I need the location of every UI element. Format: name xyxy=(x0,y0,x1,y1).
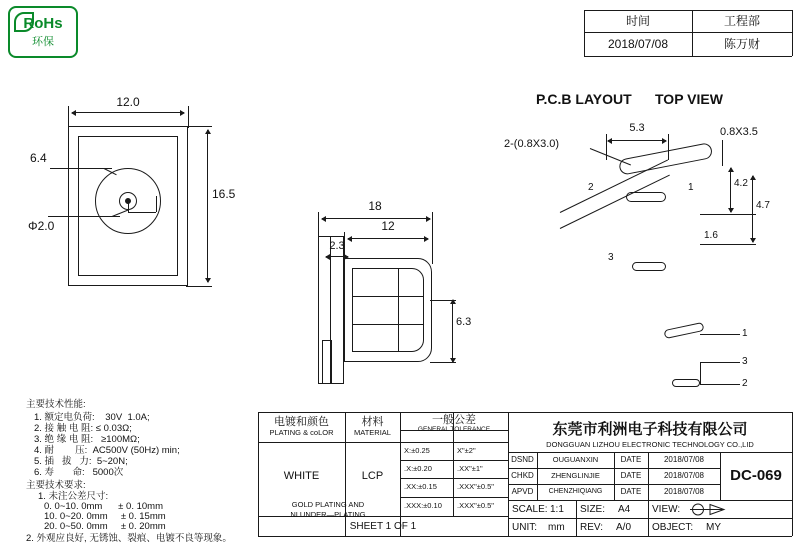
detail-pin-2: 2 xyxy=(742,378,748,389)
row-date-2: 2018/07/08 xyxy=(663,487,705,496)
spec-note-2: 2. 外观应良好, 无锈蚀、裂痕、电镀不良等现象。 xyxy=(26,533,232,544)
rohs-title: RoHs xyxy=(23,15,63,32)
dim-4-7: 4.7 xyxy=(756,200,770,211)
spec-line-0: 1. 额定电负荷: 30V 1.0A; xyxy=(34,412,150,423)
sheet-label: SHEET 1 OF 1 xyxy=(349,521,417,532)
object-label: OBJECT: xyxy=(652,522,694,533)
dim-5-3-line xyxy=(608,140,666,141)
spec-line-1: 2. 接 触 电 阻: ≤ 0.03Ω; xyxy=(34,423,132,434)
dim-18-line xyxy=(322,218,430,219)
rev-label: REV: xyxy=(580,522,603,533)
tol-cell-2-1: .XXX"±0.5" xyxy=(457,482,494,491)
row-role-0: DSND xyxy=(511,455,534,464)
tol-cell-3-1: .XXX"±0.5" xyxy=(457,501,494,510)
company-name-cn: 东莞市利洲电子科技有限公司 xyxy=(552,421,748,438)
unit-label: UNIT: xyxy=(512,522,537,533)
tol-cell-2-0: .XX:±0.15 xyxy=(404,482,437,491)
tol-cell-3-0: .XXX:±0.10 xyxy=(404,501,442,510)
tol-cell-0-0: X:±0.25 xyxy=(404,446,430,455)
pcb-pin-3: 3 xyxy=(608,252,614,263)
detail-pad-1 xyxy=(664,322,705,339)
tol-cell-1-1: .XX"±1" xyxy=(457,464,483,473)
header-dept-label: 工程部 xyxy=(723,14,760,28)
plating-note-2: NI UNDER—PLATING xyxy=(290,510,366,519)
dim-12-0-line xyxy=(72,112,184,113)
dim-4-2-line xyxy=(730,168,731,212)
scale-label: SCALE: xyxy=(512,504,548,515)
spec-line-4: 5. 插 拔 力: 5~20N; xyxy=(34,456,128,467)
dim-phi-2-0: Φ2.0 xyxy=(28,219,55,233)
header-date-label: 时间 xyxy=(625,14,650,28)
plating-header-cn: 电镀和颜色 xyxy=(274,416,329,428)
tol-line-1: 10. 0~20. 0mm ± 0. 15mm xyxy=(44,511,166,522)
dim-6-3-line xyxy=(452,300,453,362)
tol-line-0: 0. 0~10. 0mm ± 0. 10mm xyxy=(44,501,163,512)
row-datelabel-0: DATE xyxy=(620,455,642,464)
tolerance-header-cn: 一般公差 xyxy=(432,414,476,426)
detail-pin-3: 3 xyxy=(742,356,748,367)
row-name-1: ZHENGLINJIE xyxy=(551,471,600,480)
material-value: LCP xyxy=(361,470,384,482)
dim-16-5: 16.5 xyxy=(212,187,236,201)
dim-12: 12 xyxy=(381,219,395,233)
dim-12-line xyxy=(348,238,428,239)
side-leg xyxy=(322,340,332,384)
rohs-badge xyxy=(8,6,78,58)
dim-16-5-line xyxy=(207,130,208,282)
material-header-en: MATERIAL xyxy=(354,428,391,437)
scale-value: 1:1 xyxy=(550,504,564,515)
row-datelabel-1: DATE xyxy=(620,471,642,480)
pcb-pad-note: 2-(0.8X3.0) xyxy=(504,138,560,150)
pcb-pad-long xyxy=(618,142,713,176)
row-name-0: OUGUANXIN xyxy=(552,455,599,464)
tol-cell-0-1: X"±2" xyxy=(457,446,476,455)
dim-1-6: 1.6 xyxy=(704,230,718,241)
row-date-1: 2018/07/08 xyxy=(663,471,705,480)
dim-4-7-line xyxy=(752,176,753,242)
leaf-icon xyxy=(14,12,34,32)
dim-6-4: 6.4 xyxy=(30,151,47,165)
dim-5-3: 5.3 xyxy=(629,122,645,134)
spec-line-2: 3. 绝 缘 电 阻: ≥100MΩ; xyxy=(34,434,140,445)
unit-value: mm xyxy=(548,522,565,533)
row-name-2: CHENZHIQIANG xyxy=(548,488,603,495)
dim-2-3: 2.3 xyxy=(329,240,345,252)
detail-pad-2 xyxy=(672,379,700,387)
size-value: A4 xyxy=(618,504,631,515)
row-role-1: CHKD xyxy=(511,471,534,480)
dim-6-3: 6.3 xyxy=(456,316,472,328)
tolerance-header-en: GENERAL TOLERANCE xyxy=(417,426,491,433)
material-header-cn: 材料 xyxy=(361,416,384,428)
plating-header-en: PLATING & coLOR xyxy=(269,428,334,437)
part-number: DC-069 xyxy=(730,467,782,484)
dim-0-8x3-5: 0.8X3.5 xyxy=(720,126,758,138)
spec-line-3: 4. 耐 压: AC500V (50Hz) min; xyxy=(34,445,180,456)
pcb-pin-2: 2 xyxy=(588,182,594,193)
dim-12-0: 12.0 xyxy=(116,95,140,109)
pcb-pad-3 xyxy=(632,262,666,271)
dim-2-3-line xyxy=(326,256,348,257)
size-label: SIZE: xyxy=(580,504,606,515)
tol-title: 1. 未注公差尺寸: xyxy=(38,491,109,502)
spec-heading2: 主要技术要求: xyxy=(26,480,86,491)
tol-line-2: 20. 0~50. 0mm ± 0. 20mm xyxy=(44,521,166,532)
spec-heading: 主要技术性能: xyxy=(26,399,86,410)
plating-value: WHITE xyxy=(283,470,320,482)
spec-line-5: 6. 寿 命: 5000次 xyxy=(34,467,124,478)
detail-pin-1: 1 xyxy=(742,328,748,339)
header-name-value: 陈万财 xyxy=(723,37,760,51)
view-label: VIEW: xyxy=(652,504,681,515)
pcb-pin-1: 1 xyxy=(688,182,694,193)
projection-symbol-icon xyxy=(690,503,726,516)
row-role-2: APVD xyxy=(511,487,534,496)
rev-value: A/0 xyxy=(616,522,632,533)
dim-4-2: 4.2 xyxy=(734,178,748,189)
company-name-en: DONGGUAN LIZHOU ELECTRONIC TECHNOLOGY CO.,LID xyxy=(546,440,754,449)
rohs-subtitle: 环保 xyxy=(32,36,54,48)
dim-18: 18 xyxy=(368,199,382,213)
pcb-title-right: TOP VIEW xyxy=(655,91,723,107)
side-body-inner xyxy=(352,268,424,352)
object-value: MY xyxy=(706,522,721,533)
row-datelabel-2: DATE xyxy=(620,487,642,496)
pcb-pad-1 xyxy=(626,192,666,202)
header-date-value: 2018/07/08 xyxy=(607,37,669,51)
row-date-0: 2018/07/08 xyxy=(663,455,705,464)
pcb-title-left: P.C.B LAYOUT xyxy=(536,91,632,107)
plating-note-1: GOLD PLATING AND xyxy=(291,500,365,509)
tol-cell-1-0: .X:±0.20 xyxy=(404,464,432,473)
